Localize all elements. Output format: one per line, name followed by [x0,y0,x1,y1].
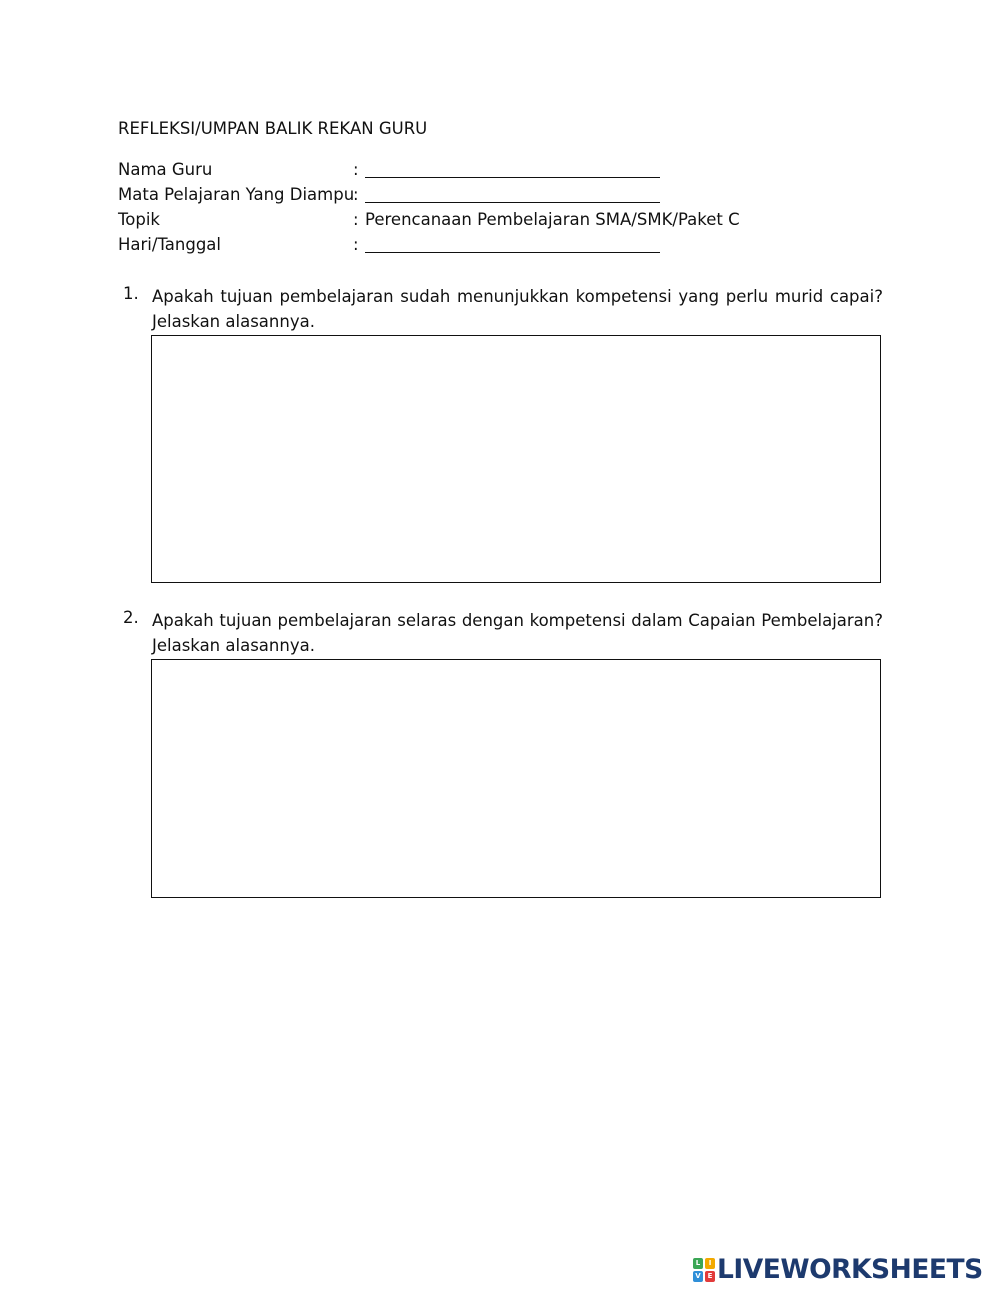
nama-guru-blank-line [365,177,660,178]
live-icon-v: V [693,1271,703,1282]
field-label: Mata Pelajaran Yang Diampu [118,185,355,204]
answer-box-2[interactable] [151,659,881,898]
field-label: Nama Guru [118,160,213,179]
mata-pelajaran-blank-line [365,202,660,203]
page-title: REFLEKSI/UMPAN BALIK REKAN GURU [118,119,428,138]
field-label: Topik [118,210,160,229]
hari-tanggal-blank-line [365,252,660,253]
field-nama-guru [118,160,878,182]
live-icon-l: L [693,1258,703,1269]
question-number: 2. [123,608,139,627]
question-text: Apakah tujuan pembelajaran selaras dengan kompetensi dalam Capaian Pembelajaran? Jelaskan alasannya. [152,611,883,655]
live-icon-e: E [705,1271,715,1282]
field-colon: : [353,210,359,229]
live-logo-icon [693,1258,715,1282]
live-icon-i: I [705,1258,715,1269]
answer-box-1[interactable] [151,335,881,583]
question-text: Apakah tujuan pembelajaran sudah menunjukkan kompetensi yang perlu murid capai? Jelaskan alasannya. [152,287,883,331]
field-hari-tanggal [118,235,878,257]
field-colon: : [353,160,359,179]
field-mata-pelajaran [118,185,878,207]
field-label: Hari/Tanggal [118,235,222,254]
field-topik [118,210,878,232]
logo-text: LIVEWORKSHEETS [717,1254,983,1285]
field-colon: : [353,185,359,204]
question-number: 1. [123,284,139,303]
field-colon: : [353,235,359,254]
topik-value: Perencanaan Pembelajaran SMA/SMK/Paket C [365,210,740,229]
